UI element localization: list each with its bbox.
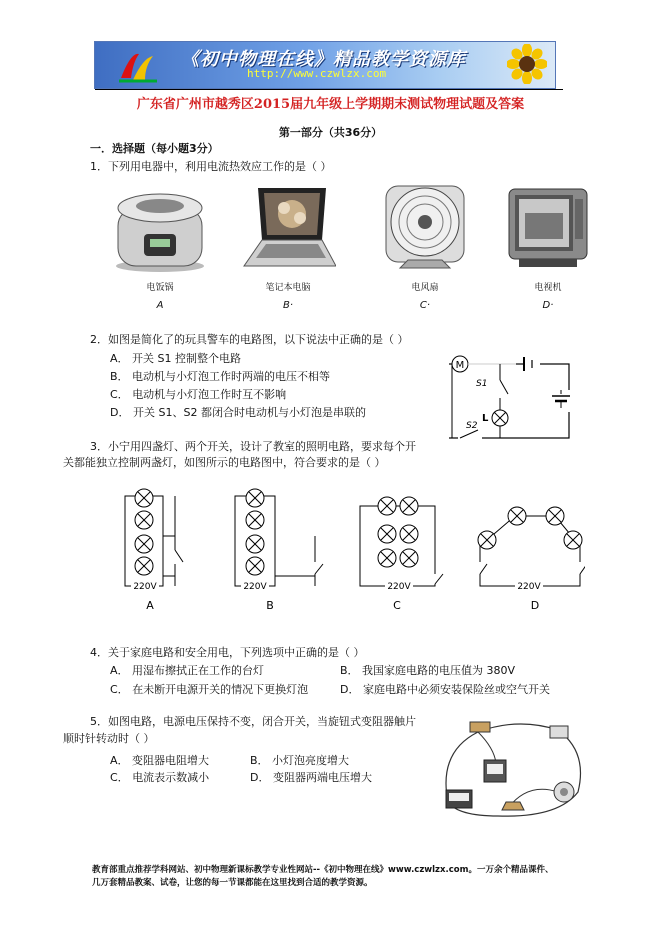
q4-option-c[interactable]: C． 在未断开电源开关的情况下更换灯泡 (110, 683, 309, 696)
q4-option-b[interactable]: B． 我国家庭电路的电压值为 380V (340, 664, 516, 677)
q2-s2-label: S2 (466, 421, 478, 431)
electric-fan-image (380, 182, 470, 278)
q3-option-c: C (393, 599, 401, 612)
q1-option-a[interactable]: A (156, 300, 164, 311)
q1-caption-b: 笔记本电脑 (265, 283, 311, 293)
q1-option-b[interactable]: B· (282, 300, 294, 311)
q2-option-b[interactable]: B． 电动机与小灯泡工作时两端的电压不相等 (110, 370, 331, 383)
q2-option-d[interactable]: D． 开关 S1、S2 都闭合时电动机与小灯泡是串联的 (110, 406, 366, 419)
site-logo-icon (117, 48, 161, 84)
q5-option-d[interactable]: D． 变阻器两端电压增大 (250, 771, 372, 784)
banner-url[interactable]: http://www.czwlzx.com (247, 67, 387, 80)
q2-s1-label: S1 (476, 379, 488, 389)
q4-option-d[interactable]: D． 家庭电路中必须安装保险丝或空气开关 (340, 683, 550, 696)
header-rule (95, 89, 563, 90)
q5-option-a[interactable]: A． 变阻器电阻增大 (110, 754, 210, 767)
q2-circuit-diagram (440, 350, 575, 442)
q5-circuit-picture (438, 712, 588, 822)
q5-option-c[interactable]: C． 电流表示数减小 (110, 771, 210, 784)
document-title: 广东省广州市越秀区2015届九年级上学期期末测试物理试题及答案 (136, 97, 525, 112)
q5-stem-line1: 5．如图电路，电源电压保持不变，闭合开关，当旋钮式变阻器触片 (90, 715, 416, 728)
television-image (505, 185, 591, 273)
part-title: 第一部分（共36分） (278, 126, 383, 139)
q1-caption-a: 电饭锅 (146, 283, 174, 293)
q3-voltage-b: 220V (243, 582, 267, 592)
footer-line-2: 几万套精品教案、试卷，让您的每一节课都能在这里找到合适的教学资源。 (92, 878, 373, 888)
q2-option-a[interactable]: A． 开关 S1 控制整个电路 (110, 352, 242, 365)
banner-title: 《初中物理在线》精品教学资源库 (181, 49, 466, 70)
q1-caption-d: 电视机 (534, 283, 562, 293)
q4-option-a[interactable]: A． 用湿布擦拭正在工作的台灯 (110, 664, 265, 677)
q3-option-d: D (530, 599, 540, 612)
q1-option-c[interactable]: C· (419, 300, 431, 311)
q3-voltage-a: 220V (133, 582, 157, 592)
q3-option-a: A (146, 599, 154, 612)
q1-stem: 1．下列用电器中，利用电流热效应工作的是（ ） (90, 160, 332, 173)
header-banner (94, 41, 556, 89)
q2-lamp-label: L (482, 413, 489, 424)
q3-voltage-c: 220V (387, 582, 411, 592)
q3-stem-line2: 关都能独立控制两盏灯，如图所示的电路图中，符合要求的是（ ） (63, 456, 386, 469)
q3-option-b: B (266, 599, 274, 612)
q3-voltage-d: 220V (517, 582, 541, 592)
q1-caption-c: 电风扇 (411, 283, 439, 293)
sunflower-icon (507, 44, 547, 84)
page-footer (92, 864, 572, 890)
q5-option-b[interactable]: B． 小灯泡亮度增大 (250, 754, 350, 767)
q3-stem-line1: 3．小宁用四盏灯、两个开关，设计了教室的照明电路，要求每个开 (90, 440, 416, 453)
q2-option-c[interactable]: C． 电动机与小灯泡工作时互不影响 (110, 388, 287, 401)
q1-option-d[interactable]: D· (542, 300, 554, 311)
q3-circuit-diagrams (95, 476, 585, 616)
rice-cooker-image (110, 186, 210, 276)
q4-stem: 4．关于家庭电路和安全用电，下列选项中正确的是（ ） (90, 646, 365, 659)
q2-stem: 2．如图是简化了的玩具警车的电路图，以下说法中正确的是（ ） (90, 333, 409, 346)
q2-motor-label: M (455, 360, 465, 371)
section-title: 一．选择题（每小题3分） (90, 142, 219, 155)
footer-line-1: 教育部重点推荐学科网站、初中物理新课标教学专业性网站--《初中物理在线》www.czwlzx.com。一万余个精品课件、 (92, 865, 554, 875)
laptop-image (240, 184, 336, 272)
q5-stem-line2: 顺时针转动时（ ） (63, 732, 155, 745)
